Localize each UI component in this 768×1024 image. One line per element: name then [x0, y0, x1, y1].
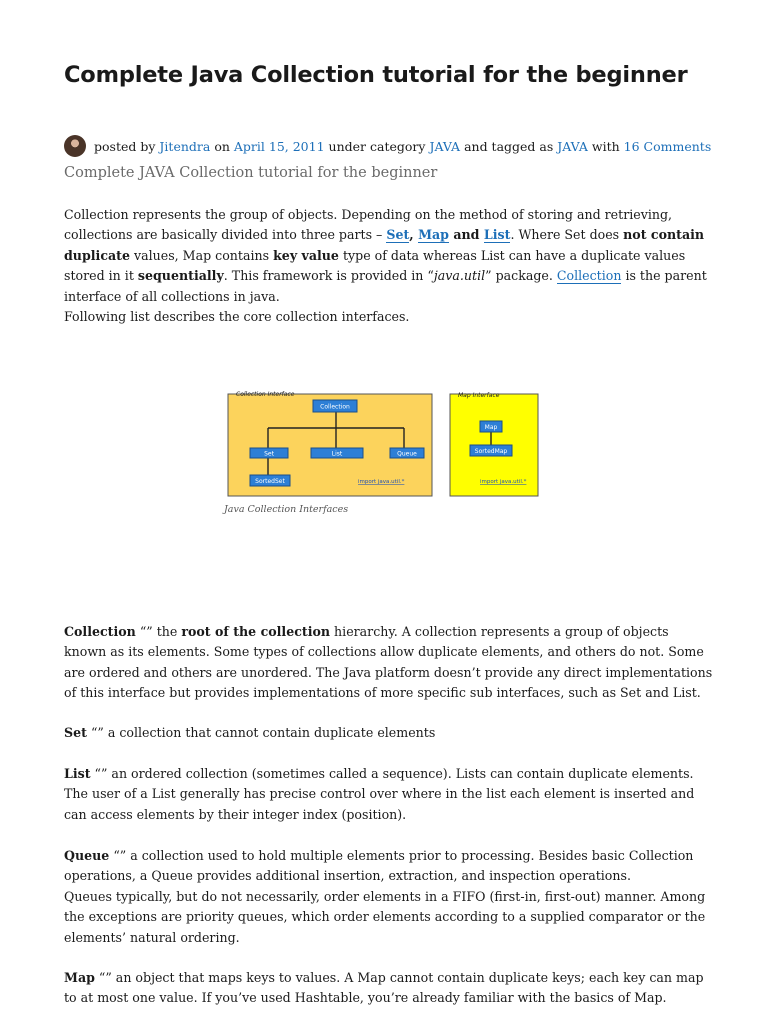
- node-set-label: Set: [264, 450, 274, 458]
- map-link[interactable]: Map: [418, 227, 449, 243]
- bold-text: not contain duplicate: [64, 227, 705, 263]
- text: “” an ordered collection (sometimes called a sequence). Lists can contain duplicate elements. The user of a List generally has precise control over where in the list each element is inserted and can access elements by their integer index (position).: [64, 766, 695, 822]
- bold-text: key value: [273, 247, 339, 263]
- and-text: and: [448, 227, 484, 243]
- date-link[interactable]: April 15, 2011: [233, 138, 325, 154]
- comments-link[interactable]: 16 Comments: [623, 138, 712, 154]
- term: Queue: [64, 848, 110, 863]
- node-map-label: Map: [484, 424, 498, 431]
- term: Collection: [64, 624, 136, 639]
- map-paragraph: [64, 968, 714, 1009]
- intro-text: ” package.: [485, 268, 557, 284]
- intro-text: Collection represents the group of objects. Depending on the method of storing and retrieving, collections are basically divided into three parts –: [64, 207, 673, 243]
- term: List: [64, 766, 91, 781]
- tagged-label: and tagged as: [464, 138, 554, 154]
- map-group-label: Map Interface: [458, 392, 500, 399]
- import-label: import java.util.*: [480, 479, 527, 485]
- queue-paragraph: [64, 846, 714, 948]
- set-paragraph: [64, 723, 714, 743]
- collection-group-label: Collection Interface: [236, 391, 295, 398]
- category-label: under category: [328, 138, 426, 154]
- collection-diagram: [224, 390, 544, 504]
- figure-caption: Java Collection Interfaces: [224, 504, 349, 515]
- node-queue-label: Queue: [397, 450, 417, 458]
- node-collection-label: Collection: [320, 403, 350, 411]
- page-title: Complete Java Collection tutorial for the beginner: [64, 62, 688, 88]
- text: “” the: [135, 624, 182, 639]
- list-link[interactable]: List: [483, 227, 511, 243]
- italic-text: java.util: [433, 268, 486, 284]
- comma: ,: [409, 227, 419, 243]
- post-meta: [64, 133, 711, 159]
- collection-link[interactable]: Collection: [556, 268, 622, 284]
- posted-by-label: posted by: [94, 138, 156, 154]
- intro-paragraph-2: Following list describes the core collection interfaces.: [64, 309, 410, 324]
- text: Queues typically, but do not necessarily, order elements in a FIFO (first-in, first-out) manner. Among the exceptions are priority queues, which order elements according to a supplied comparator or the elements’ natural ordering.: [64, 888, 706, 945]
- category-link[interactable]: JAVA: [429, 138, 461, 154]
- article-subtitle: Complete JAVA Collection tutorial for the beginner: [64, 165, 438, 181]
- node-sortedmap-label: SortedMap: [474, 448, 508, 455]
- with-label: with: [591, 138, 620, 154]
- intro-text: . This framework is provided in “: [223, 268, 434, 284]
- intro-text: . Where Set does: [510, 227, 624, 243]
- text: “” a collection used to hold multiple elements prior to processing. Besides basic Collection operations, a Queue provides additional insertion, extraction, and inspection operations.: [64, 848, 694, 884]
- text: hierarchy. A collection represents a group of objects known as its elements. Some types of collections allow duplicate elements, and others do not. Some are ordered and others are unordered. The Java platform doesn’t provide any direct implementations of this interface but provides implementations of more specific sub interfaces, such as Set and List.: [64, 624, 713, 701]
- collection-paragraph: [64, 622, 714, 704]
- bold-text: sequentially: [137, 268, 224, 284]
- diagram-svg: [224, 390, 544, 500]
- import-label: import java.util.*: [358, 479, 405, 485]
- bold-text: root of the collection: [181, 624, 331, 639]
- list-paragraph: [64, 764, 714, 825]
- avatar[interactable]: [64, 135, 86, 157]
- node-list-label: List: [331, 450, 343, 458]
- intro-text: is the parent interface of all collections in java.: [64, 268, 707, 304]
- intro-text: values, Map contains: [130, 247, 274, 263]
- term: Set: [64, 725, 87, 740]
- on-label: on: [214, 138, 230, 154]
- text: “” a collection that cannot contain duplicate elements: [86, 725, 436, 740]
- intro-text: type of data whereas List can have a duplicate values stored in it: [64, 247, 686, 284]
- text: “” an object that maps keys to values. A Map cannot contain duplicate keys; each key can map to at most one value. If you’ve used Hashtable, you’re already familiar with the basics of Map.: [64, 970, 704, 1006]
- set-link[interactable]: Set: [386, 227, 410, 243]
- node-sortedset-label: SortedSet: [255, 478, 285, 485]
- term: Map: [64, 970, 95, 985]
- intro-paragraph: [64, 205, 714, 307]
- author-link[interactable]: Jitendra: [159, 138, 211, 154]
- tag-link[interactable]: JAVA: [557, 138, 588, 154]
